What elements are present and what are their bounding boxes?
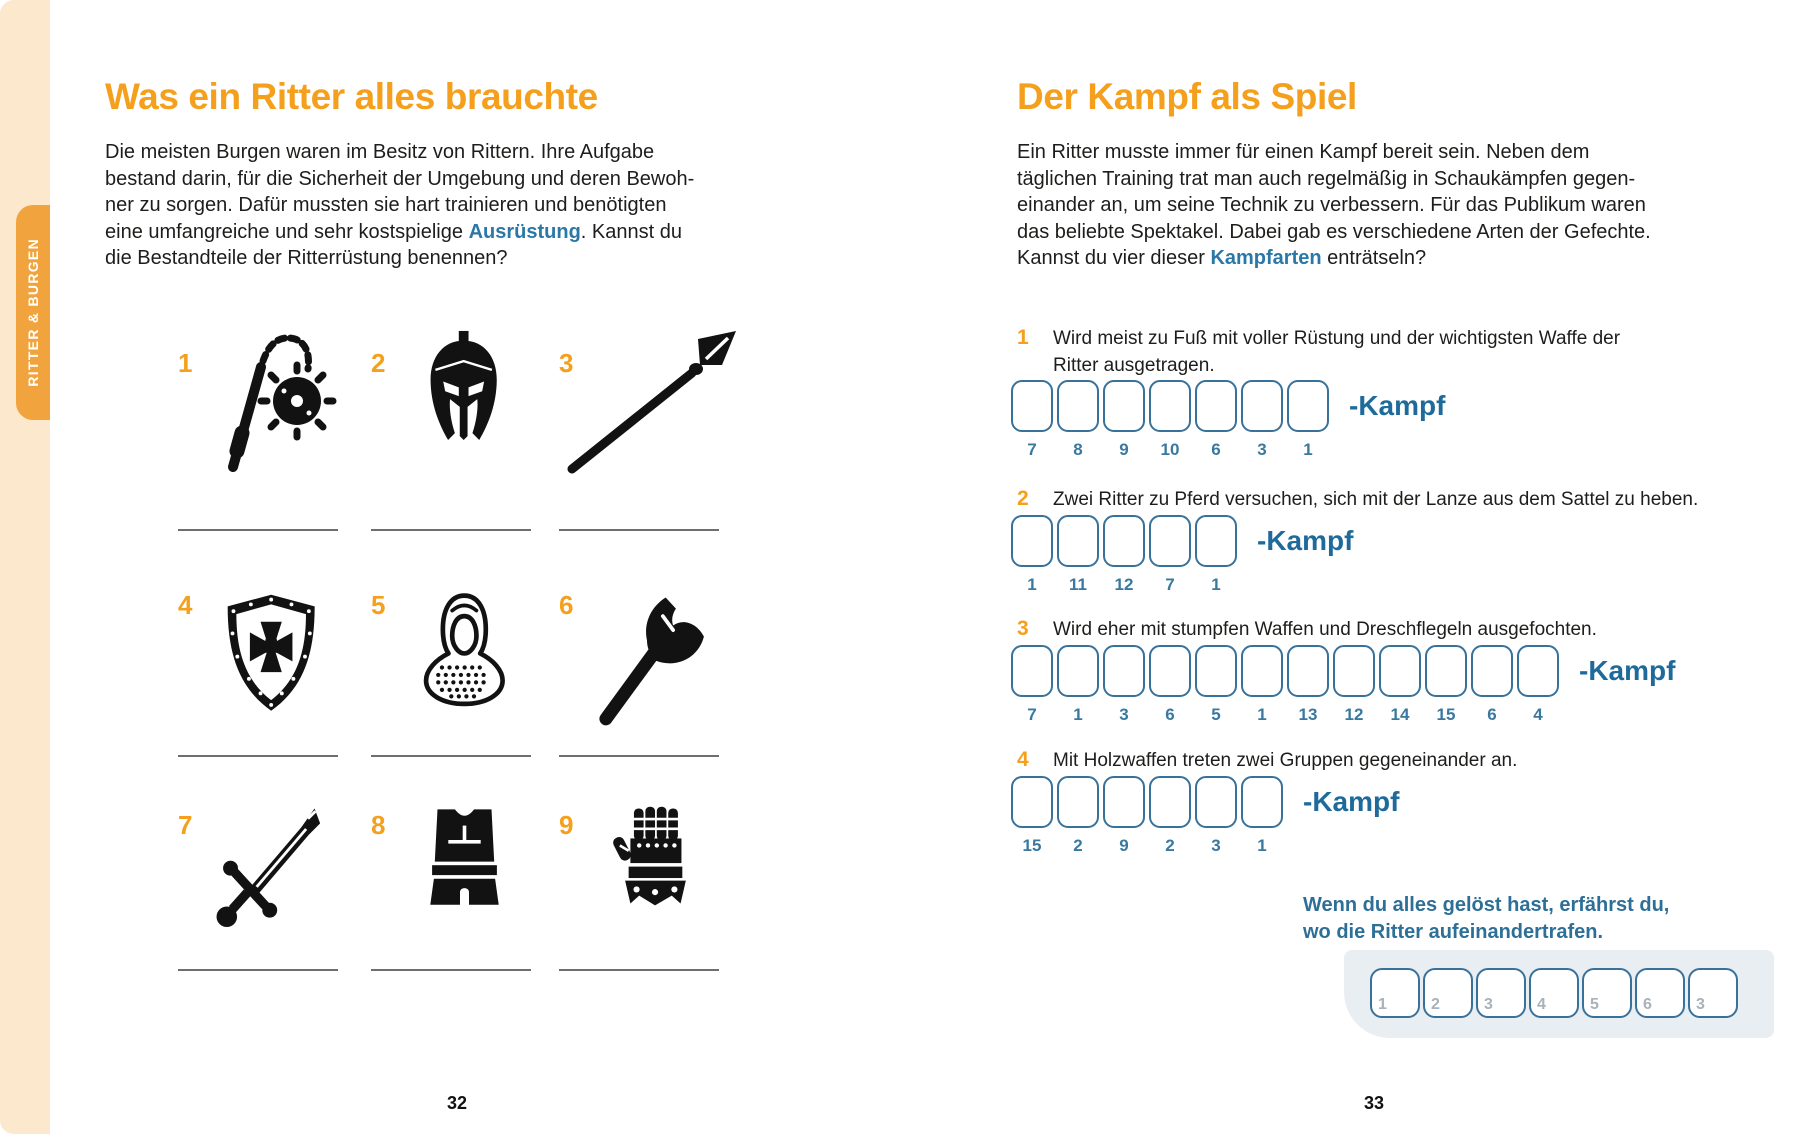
equipment-item-number: 7 xyxy=(178,810,193,840)
letter-cell[interactable] xyxy=(1011,645,1053,697)
equipment-item-2 xyxy=(371,326,531,531)
solution-cell-number: 2 xyxy=(1431,996,1440,1013)
cell-number: 3 xyxy=(1211,835,1221,855)
cell-number: 6 xyxy=(1487,704,1497,724)
letter-cell[interactable] xyxy=(1057,776,1099,828)
left-page-intro xyxy=(105,139,694,272)
answer-line[interactable] xyxy=(371,969,531,971)
letter-cell-row xyxy=(1011,645,1675,697)
answer-line[interactable] xyxy=(559,969,719,971)
cell-number: 1 xyxy=(1303,440,1313,459)
kampf-suffix: -Kampf xyxy=(1257,524,1354,556)
page-number-right: 33 xyxy=(1363,1093,1385,1113)
puzzle-question-line: Wird eher mit stumpfen Waffen und Dreschflegeln ausgefochten. xyxy=(1053,619,1597,640)
equipment-item-number: 1 xyxy=(178,348,193,378)
intro-text: Kannst du vier dieser xyxy=(1017,247,1211,270)
letter-cell[interactable] xyxy=(1517,645,1559,697)
puzzle-2 xyxy=(1017,487,1698,595)
kampf-suffix: -Kampf xyxy=(1303,785,1400,817)
cell-number-row xyxy=(1011,575,1698,595)
keyword-highlight: Kampfarten xyxy=(1210,247,1322,270)
puzzle-1 xyxy=(1017,326,1620,460)
right-page-intro xyxy=(1017,139,1651,272)
gambeson-icon xyxy=(397,804,531,938)
solution-cell[interactable] xyxy=(1582,968,1632,1018)
letter-cell[interactable] xyxy=(1241,380,1283,432)
intro-line xyxy=(1017,139,1651,166)
cell-number: 1 xyxy=(1257,704,1267,724)
left-page-title: Was ein Ritter alles brauchte xyxy=(105,76,598,117)
intro-line xyxy=(105,245,694,272)
cell-number: 5 xyxy=(1211,704,1221,724)
cell-number: 12 xyxy=(1344,704,1364,724)
solution-cell-number: 3 xyxy=(1484,996,1493,1013)
intro-text: einander an, um seine Technik zu verbessern. Für das Publikum waren xyxy=(1017,194,1646,217)
equipment-item-number: 8 xyxy=(371,810,386,840)
letter-cell[interactable] xyxy=(1103,515,1145,567)
letter-cell[interactable] xyxy=(1471,645,1513,697)
letter-cell[interactable] xyxy=(1057,515,1099,567)
letter-cell[interactable] xyxy=(1149,380,1191,432)
puzzle-question-line: Ritter ausgetragen. xyxy=(1053,354,1215,376)
chapter-sidebar-strip xyxy=(0,0,50,1134)
puzzle-number: 2 xyxy=(1017,487,1029,510)
answer-line[interactable] xyxy=(178,755,338,757)
letter-cell[interactable] xyxy=(1333,645,1375,697)
lance-icon xyxy=(585,326,719,478)
letter-cell[interactable] xyxy=(1379,645,1421,697)
equipment-item-number: 4 xyxy=(178,590,193,620)
cell-number: 1 xyxy=(1211,574,1221,594)
sword-icon xyxy=(204,804,338,938)
cell-number: 7 xyxy=(1165,574,1175,594)
solution-cell[interactable] xyxy=(1423,968,1473,1018)
letter-cell[interactable] xyxy=(1011,515,1053,567)
solution-cell-number: 3 xyxy=(1696,996,1705,1013)
letter-cell[interactable] xyxy=(1011,380,1053,432)
letter-cell[interactable] xyxy=(1011,776,1053,828)
letter-cell-row xyxy=(1011,515,1698,567)
equipment-item-number: 2 xyxy=(371,348,386,378)
letter-cell[interactable] xyxy=(1103,776,1145,828)
gauntlet-icon xyxy=(585,804,719,938)
cell-number: 8 xyxy=(1073,440,1083,459)
cell-number-row xyxy=(1011,836,1517,856)
cell-number: 6 xyxy=(1165,704,1175,724)
answer-line[interactable] xyxy=(371,755,531,757)
equipment-item-8 xyxy=(371,798,531,971)
cell-number: 3 xyxy=(1119,704,1129,724)
cell-number: 1 xyxy=(1027,574,1037,594)
letter-cell[interactable] xyxy=(1195,380,1237,432)
letter-cell[interactable] xyxy=(1287,645,1329,697)
cell-number-row xyxy=(1011,440,1620,460)
puzzle-number: 1 xyxy=(1017,326,1029,349)
answer-line[interactable] xyxy=(559,529,719,531)
solution-cell-number: 4 xyxy=(1537,996,1546,1013)
cell-number: 14 xyxy=(1390,704,1410,724)
solution-cell-number: 1 xyxy=(1378,996,1387,1013)
letter-cell[interactable] xyxy=(1241,776,1283,828)
cell-number: 6 xyxy=(1211,440,1221,459)
cell-number: 4 xyxy=(1533,704,1543,724)
right-page-title: Der Kampf als Spiel xyxy=(1017,76,1357,117)
cell-number: 7 xyxy=(1027,704,1037,724)
intro-line xyxy=(1017,166,1651,193)
chapter-tab-label: RITTER & BURGEN xyxy=(25,238,41,387)
letter-cell[interactable] xyxy=(1057,645,1099,697)
solution-cell[interactable] xyxy=(1688,968,1738,1018)
cell-number: 9 xyxy=(1119,835,1129,855)
page-number-left: 32 xyxy=(446,1093,468,1113)
equipment-item-1 xyxy=(178,326,338,531)
cell-number-row xyxy=(1011,705,1675,725)
intro-text: . Kannst du xyxy=(580,220,682,243)
intro-text: die Bestandteile der Ritterrüstung benennen? xyxy=(105,247,508,270)
cell-number: 12 xyxy=(1114,574,1134,594)
keyword-highlight: Ausrüstung xyxy=(468,220,581,243)
equipment-item-number: 5 xyxy=(371,590,386,620)
intro-text: täglichen Training trat man auch regelmäßig in Schaukämpfen gegen- xyxy=(1017,167,1636,190)
equipment-item-number: 6 xyxy=(559,590,574,620)
puzzle-question xyxy=(1053,326,1620,379)
letter-cell[interactable] xyxy=(1195,776,1237,828)
intro-line xyxy=(105,166,694,193)
kampf-suffix: -Kampf xyxy=(1579,654,1676,686)
intro-line xyxy=(1017,219,1651,246)
intro-line xyxy=(105,219,694,246)
solution-cell[interactable] xyxy=(1529,968,1579,1018)
puzzle-number: 3 xyxy=(1017,617,1029,640)
intro-text: bestand darin, für die Sicherheit der Umgebung und deren Bewoh- xyxy=(105,167,695,190)
letter-cell[interactable] xyxy=(1103,645,1145,697)
solution-hint-line: wo die Ritter aufeinandertrafen. xyxy=(1303,921,1604,943)
answer-line[interactable] xyxy=(178,529,338,531)
intro-text: enträtseln? xyxy=(1321,247,1427,270)
intro-text: Die meisten Burgen waren im Besitz von Rittern. Ihre Aufgabe xyxy=(105,141,655,163)
chapter-tab xyxy=(16,205,50,420)
solution-cell-number: 6 xyxy=(1643,996,1652,1013)
solution-cell[interactable] xyxy=(1370,968,1420,1018)
equipment-item-9 xyxy=(559,798,719,971)
letter-cell[interactable] xyxy=(1149,645,1191,697)
solution-cell-row xyxy=(1370,968,1741,1018)
cell-number: 2 xyxy=(1073,835,1083,855)
letter-cell[interactable] xyxy=(1425,645,1467,697)
equipment-item-number: 3 xyxy=(559,348,574,378)
solution-hint-line: Wenn du alles gelöst hast, erfährst du, xyxy=(1303,894,1670,916)
letter-cell-row xyxy=(1011,776,1517,828)
letter-cell[interactable] xyxy=(1241,645,1283,697)
puzzle-4 xyxy=(1017,748,1517,856)
solution-cell[interactable] xyxy=(1476,968,1526,1018)
letter-cell[interactable] xyxy=(1103,380,1145,432)
cell-number: 2 xyxy=(1165,835,1175,855)
equipment-item-number: 9 xyxy=(559,810,574,840)
morning-star-icon xyxy=(204,326,338,478)
cell-number: 15 xyxy=(1022,835,1042,855)
puzzle-question xyxy=(1053,617,1597,644)
solution-cell-number: 5 xyxy=(1590,996,1599,1013)
letter-cell[interactable] xyxy=(1057,380,1099,432)
shield-icon xyxy=(204,587,338,732)
letter-cell[interactable] xyxy=(1149,515,1191,567)
cell-number: 15 xyxy=(1436,704,1456,724)
solution-cell[interactable] xyxy=(1635,968,1685,1018)
intro-text: ner zu sorgen. Dafür mussten sie hart trainieren und benötigten xyxy=(105,194,667,217)
chainmail-coif-icon xyxy=(397,587,531,732)
puzzle-question-line: Mit Holzwaffen treten zwei Gruppen gegeneinander an. xyxy=(1053,750,1518,771)
cell-number: 11 xyxy=(1069,574,1087,594)
intro-line xyxy=(105,192,694,219)
letter-cell[interactable] xyxy=(1195,515,1237,567)
puzzle-question xyxy=(1053,748,1517,775)
intro-text: Ein Ritter musste immer für einen Kampf bereit sein. Neben dem xyxy=(1017,141,1590,163)
puzzle-3 xyxy=(1017,617,1675,725)
helmet-icon xyxy=(397,326,531,478)
kampf-suffix: -Kampf xyxy=(1349,390,1446,421)
letter-cell[interactable] xyxy=(1195,645,1237,697)
intro-line xyxy=(1017,245,1651,272)
cell-number: 1 xyxy=(1073,704,1083,724)
intro-line xyxy=(1017,192,1651,219)
cell-number: 10 xyxy=(1160,440,1180,459)
equipment-item-7 xyxy=(178,798,338,971)
answer-line[interactable] xyxy=(178,969,338,971)
letter-cell[interactable] xyxy=(1149,776,1191,828)
cell-number: 3 xyxy=(1257,440,1267,459)
puzzle-question-line: Wird meist zu Fuß mit voller Rüstung und der wichtigsten Waffe der xyxy=(1053,328,1621,349)
equipment-item-5 xyxy=(371,585,531,757)
solution-hint xyxy=(1303,892,1669,946)
axe-icon xyxy=(585,587,719,732)
puzzle-number: 4 xyxy=(1017,748,1029,771)
intro-line xyxy=(105,139,694,166)
equipment-item-4 xyxy=(178,585,338,757)
cell-number: 1 xyxy=(1257,835,1267,855)
intro-text: eine umfangreiche und sehr kostspielige xyxy=(105,220,469,243)
equipment-item-6 xyxy=(559,585,719,757)
letter-cell[interactable] xyxy=(1287,380,1329,432)
cell-number: 9 xyxy=(1119,440,1129,459)
answer-line[interactable] xyxy=(371,529,531,531)
puzzle-question-line: Zwei Ritter zu Pferd versuchen, sich mit der Lanze aus dem Sattel zu heben. xyxy=(1053,489,1699,510)
equipment-item-3 xyxy=(559,326,719,531)
answer-line[interactable] xyxy=(559,755,719,757)
cell-number: 7 xyxy=(1027,440,1037,459)
intro-text: das beliebte Spektakel. Dabei gab es verschiedene Arten der Gefechte. xyxy=(1017,220,1651,243)
solution-panel xyxy=(1344,950,1774,1038)
puzzle-question xyxy=(1053,487,1698,514)
letter-cell-row xyxy=(1011,380,1620,432)
cell-number: 13 xyxy=(1298,704,1318,724)
